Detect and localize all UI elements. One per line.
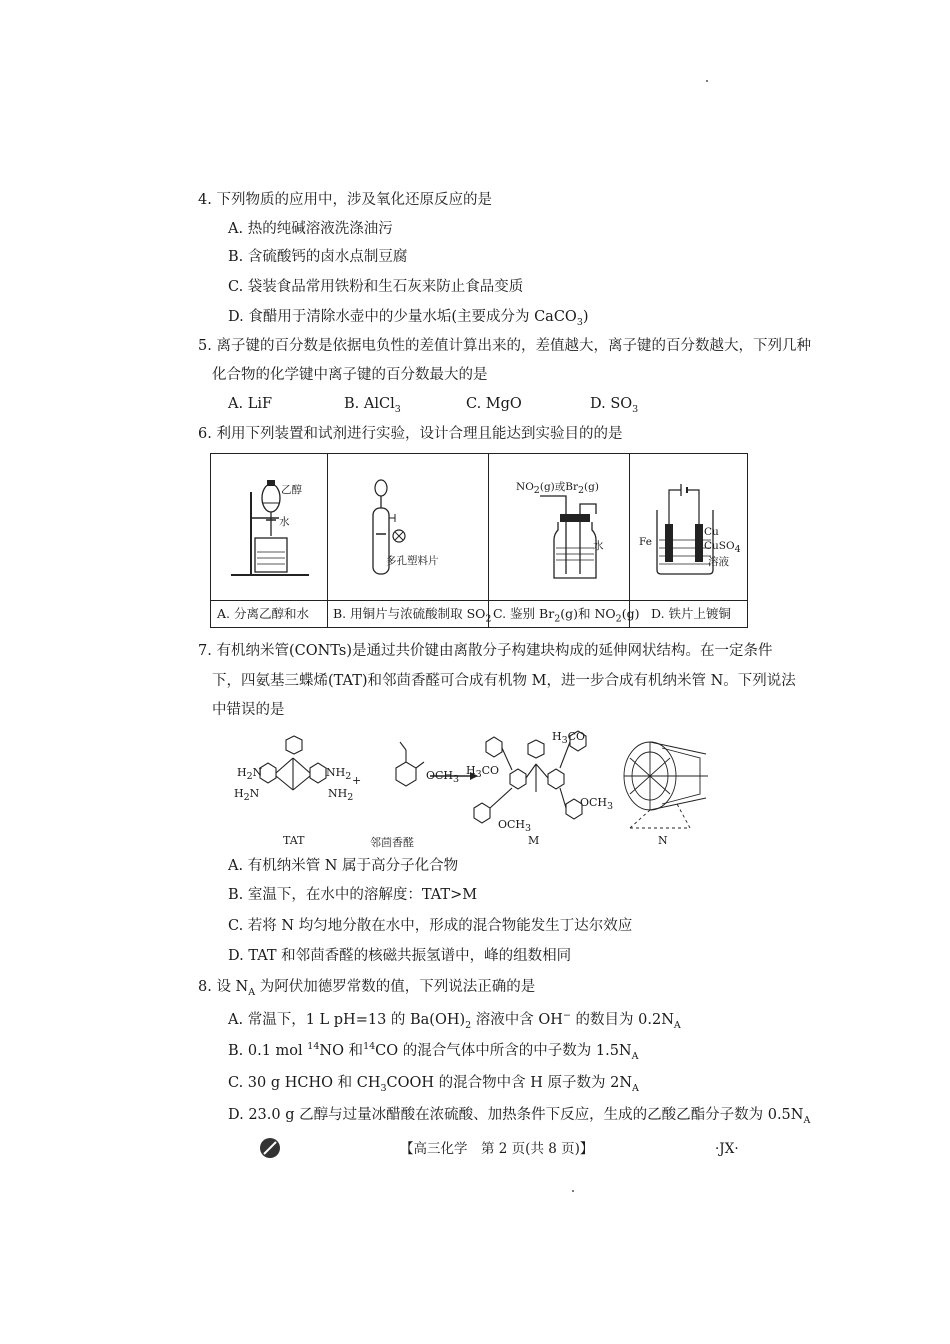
anisaldehyde-och3: $OCH_3$ [426,769,460,786]
q7-option-b: B. 室温下，在水中的溶解度：TAT>M [228,887,478,903]
label-tat: TAT [283,834,305,847]
label-gas-input: $NO_2(g)$或$Br_2(g)$ [516,481,599,497]
footer-code: ·JX· [715,1141,739,1157]
tat-nh2-lower: $NH_2$ [328,787,354,804]
q6-caption-b: B. 用铜片与浓硫酸制取 $SO_2$ [333,606,492,625]
separatory-funnel-apparatus [211,454,327,600]
q4-option-c: C. 袋装食品常用铁粉和生石灰来防止食品变质 [228,279,524,295]
q4-option-b: B. 含硫酸钙的卤水点制豆腐 [228,249,408,265]
label-porous-plastic: 多孔塑料片 [386,555,439,567]
q8-option-d: D. 23.0 g 乙醇与过量冰醋酸在浓硫酸、加热条件下反应，生成的乙酸乙酯分子数为 $0.5N_A$ [228,1107,811,1126]
m-och3-bottom: $OCH_3$ [498,818,532,835]
label-solution: 溶液 [708,556,729,568]
label-anisaldehyde: 邻茴香醛 [370,836,414,849]
q7-option-a: A. 有机纳米管 N 属于高分子化合物 [228,858,459,874]
tat-h2n-lower: $H_2N$ [234,787,260,804]
q7-stem-line2: 下，四氨基三蝶烯(TAT)和邻茴香醛可合成有机物 M，进一步合成有机纳米管 N。下列说法 [212,673,796,689]
label-cu: Cu [704,526,719,538]
label-ethanol: 乙醇 [281,484,302,496]
q6-caption-a: A. 分离乙醇和水 [217,606,309,621]
q6-caption-d: D. 铁片上镀铜 [651,606,732,621]
m-h3co-top: $H_3CO$ [552,730,586,747]
q7-option-d: D. TAT 和邻茴香醛的核磁共振氢谱中，峰的组数相同 [228,948,572,964]
tat-nh2-upper: $NH_2$ [326,766,352,783]
q8-option-c: C. 30 g HCHO 和 $CH_3COOH$ 的混合物中含 H 原子数为 $2N_A$ [228,1075,639,1094]
label-n: N [658,834,668,847]
label-water-bottle: 水 [593,540,604,552]
copper-acid-tube-apparatus [327,454,488,600]
q5-option-b: B. AlCl$_3$ [344,396,401,415]
o-anisaldehyde-structure [396,742,424,786]
tat-h2n-upper: $H_2N$ [237,766,263,783]
tat-structure [260,736,326,790]
plus-sign: + [352,774,362,787]
footer-page-info: 【高三化学 第 2 页(共 8 页)】 [400,1141,594,1157]
nanotube-n-structure [624,742,708,828]
pen-logo-icon [258,1136,284,1160]
electroplating-apparatus [629,454,747,600]
q8-option-b: B. 0.1 mol $^{14}$NO 和$^{14}$CO 的混合气体中所含的中子数为 $1.5N_A$ [228,1041,639,1062]
q8-option-a: A. 常温下，1 L pH=13 的 $Ba(OH)_2$ 溶液中含 OH− 的数目为 $0.2N_A$ [228,1010,681,1031]
q7-stem-line3: 中错误的是 [212,702,285,718]
q5-stem-line1: 5. 离子键的百分数是依据电负性的差值计算出来的，差值越大，离子键的百分数越大，下列几种 [198,338,811,354]
m-h3co-left: $H_3CO$ [466,764,500,781]
q4-option-a: A. 热的纯碱溶液洗涤油污 [228,221,393,237]
label-m: M [528,834,540,847]
q5-option-c: C. MgO [466,396,522,412]
gas-washing-bottle-apparatus [488,454,629,600]
compound-m-structure [474,731,586,823]
reaction-scheme [230,728,730,838]
label-water: 水 [279,516,290,528]
q7-stem-line1: 7. 有机纳米管(CONTs)是通过共价键由离散分子构建块构成的延伸网状结构。在一定条件 [198,643,773,659]
q5-option-d: D. $SO_3$ [590,396,639,415]
q6-apparatus-table [210,453,748,628]
q8-stem: 8. 设 $N_A$ 为阿伏加德罗常数的值，下列说法正确的是 [198,979,536,998]
q5-stem-line2: 化合物的化学键中离子键的百分数最大的是 [212,367,488,383]
label-cuso4: CuSO$_4$ [704,540,741,556]
q6-caption-c: C. 鉴别 $Br_2(g)$和 $NO_2(g)$ [493,606,640,625]
q6-stem: 6. 利用下列装置和试剂进行实验，设计合理且能达到实验目的的是 [198,426,623,442]
q4-option-d: D. 食醋用于清除水壶中的少量水垢(主要成分为 CaCO$_3$) [228,309,589,328]
q4-stem: 4. 下列物质的应用中，涉及氧化还原反应的是 [198,192,492,208]
q7-option-c: C. 若将 N 均匀地分散在水中，形成的混合物能发生丁达尔效应 [228,918,633,934]
label-fe: Fe [639,536,652,548]
q5-option-a: A. LiF [228,396,273,412]
m-och3-right: $OCH_3$ [580,796,614,813]
